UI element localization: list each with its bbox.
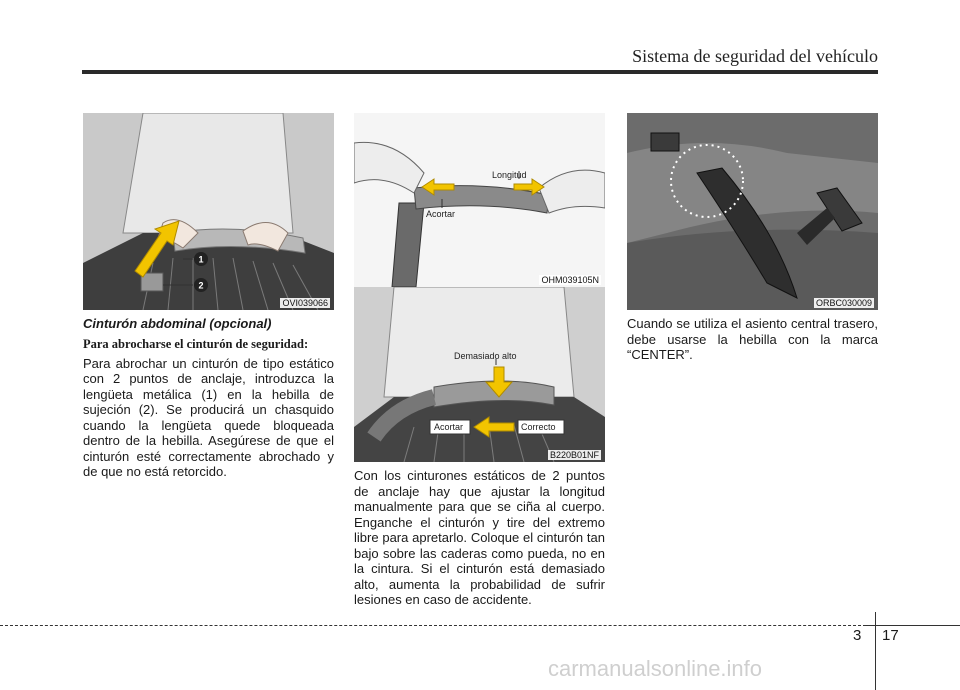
illustration-belt-position (354, 287, 605, 462)
label-correcto: Correcto (521, 422, 556, 432)
watermark-logo: carmanualsonline.info (548, 656, 763, 681)
label-acortar: Acortar (434, 422, 464, 432)
illustration-rear-center-buckle (627, 113, 878, 310)
label-longitud: Longitud (492, 170, 527, 180)
header-title: Sistema de seguridad del vehículo (632, 46, 878, 66)
body-paragraph: Con los cinturones estáticos de 2 puntos de anclaje hay que ajustar la longitud manualmente para que se ciña al cuerpo. Enganche el cinturón y tire del extremo libre para apretarlo. Coloque el cinturón tan bajo sobre las caderas como pueda, no en la cintura. Si el cinturón está demasiado alto, aumenta la probabilidad de sufrir lesiones en caso de accidente. (354, 468, 605, 607)
figure-lap-belt-buckle (83, 113, 334, 310)
text-column-1 (83, 316, 334, 480)
figure-rear-center-seat (627, 113, 878, 310)
figure-code: B220B01NF (549, 450, 599, 460)
callout-1: 1 (198, 254, 204, 265)
figure-code: OVI039066 (282, 298, 328, 308)
illustration-belt-length (354, 113, 605, 287)
figure-code: OHM039105N (541, 275, 599, 285)
footer-rule (0, 625, 866, 626)
callout-2: 2 (198, 280, 204, 291)
figure-belt-length (354, 113, 605, 288)
figure-belt-position (354, 287, 605, 462)
callout-layer (83, 113, 334, 310)
body-paragraph: Para abrochar un cinturón de tipo estático con 2 puntos de anclaje, introduzca la lengüeta metálica (1) en la hebilla de sujeción (2). Se producirá un chasquido cuando la lengüeta quede bloqueada dentro de la hebilla. Asegúrese de que el cinturón esté correctamente abrochado y de que no está retorcido. (83, 355, 334, 479)
section-heading: Cinturón abdominal (opcional) (83, 316, 272, 331)
page-number: 17 (882, 627, 899, 644)
footer-divider (875, 612, 876, 690)
footer-rule-right (866, 625, 960, 626)
chapter-number: 3 (853, 627, 862, 644)
figure-code: ORBC030009 (815, 298, 872, 308)
text-column-3 (627, 316, 878, 363)
header-rule (82, 70, 878, 74)
body-paragraph: Cuando se utiliza el asiento central trasero, debe usarse la hebilla con la marca “CENTER”. (627, 316, 878, 362)
label-acortar: Acortar (426, 209, 456, 219)
text-column-2 (354, 468, 605, 608)
subheading: Para abrocharse el cinturón de seguridad: (83, 336, 309, 351)
label-demasiado-alto: Demasiado alto (454, 351, 517, 361)
